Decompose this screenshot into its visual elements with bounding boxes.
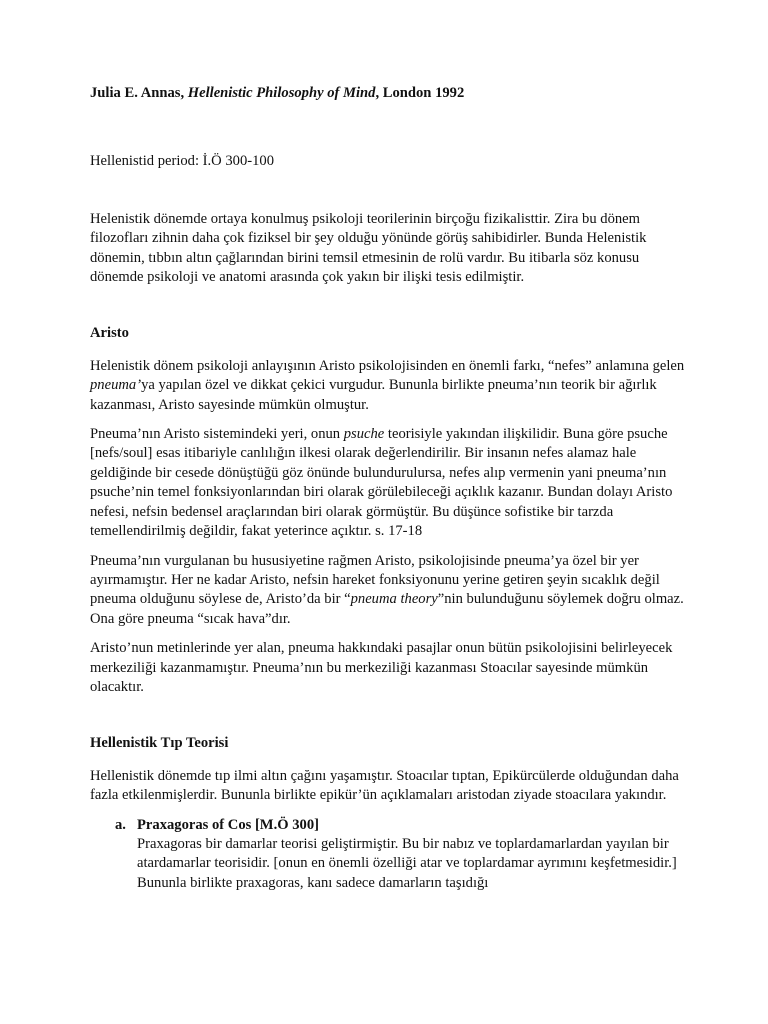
italic-term: pneuma’ xyxy=(90,377,142,394)
document-page xyxy=(90,84,690,893)
text-run: Pneuma’nın vurgulanan bu hususiyetine rağmen Aristo, psikolojisinde pneuma’ya özel bir yer ayırmamıştır. Her ne kadar Aristo, nefsin hareket fonksiyonunu yerine getiren şeyin sıcaklık değil pneuma olduğunu söylese de, Aristo’da bir “ xyxy=(90,552,660,608)
aristo-paragraph-1 xyxy=(90,357,690,415)
list-item-title: Praxagoras of Cos [M.Ö 300] xyxy=(137,816,319,833)
aristo-paragraph-2 xyxy=(90,425,690,541)
intro-paragraph: Helenistik dönemde ortaya konulmuş psikoloji teorilerinin birçoğu fizikalisttir. Zira bu dönem filozofları zihnin daha çok fiziksel bir şey olduğu yönünde görüş sahibidirler. Bunda Helenistik dönemin, tıbbın altın çağlarından birini temsil etmesinin de rolü vardır. Bu itibarla söz konusu dönemde psikoloji ve anatomi arasında çok yakın bir ilişki tesis edilmiştir. xyxy=(90,210,647,286)
italic-term: psuche xyxy=(343,426,385,443)
publication-info: , London 1992 xyxy=(375,85,465,101)
text-run: ya yapılan özel ve dikkat çekici vurgudur. Bununla birlikte pneuma’nın teorik bir ağırlık kazanması, Aristo sayesinde mümkün olmuştur. xyxy=(90,377,657,413)
section-heading-medicine: Hellenistik Tıp Teorisi xyxy=(90,735,229,752)
section-heading-aristo: Aristo xyxy=(90,325,129,342)
author-name: Julia E. Annas, xyxy=(90,85,185,101)
list-item xyxy=(90,816,690,894)
text-run: Pneuma’nın Aristo sistemindeki yeri, onun xyxy=(90,426,344,443)
text-run: ”nin bulunduğunu söylemek doğru olmaz. Ona göre pneuma “sıcak hava”dır. xyxy=(90,591,684,627)
document-title xyxy=(90,84,690,103)
list-marker: a. xyxy=(115,816,126,833)
text-run: teorisiyle yakından ilişkilidir. Buna göre psuche [nefs/soul] esas itibariyle canlılığın ilkesi olarak değerlendirilir. Bir insanın nefes alamaz hale geldiğinde bir cesede dönüştüğü göz önünde bulundurulursa, nefes alıp vermenin yani pneuma’nın psuche’nin temel fonksiyonlarından biri olarak görülebileceği açıklık kazanır. Bundan dolayı Aristo nefesi, nefsin bedensel araçlarından biri olarak görmüştür. Bu düşünce sofistike bir tarzda temellendirilmiş değildir, fakat yeterince açıktır. s. 17-18 xyxy=(90,426,673,540)
book-title: Hellenistic Philosophy of Mind xyxy=(187,85,376,101)
aristo-paragraph-4: Aristo’nun metinlerinde yer alan, pneuma hakkındaki pasajlar onun bütün psikolojisini belirleyecek merkeziliği kazanmamıştır. Pneuma’nın bu merkeziliği kazanması Stoacılar sayesinde mümkün olacaktır. xyxy=(90,640,673,695)
italic-term: pneuma theory xyxy=(350,591,438,608)
aristo-paragraph-3 xyxy=(90,552,690,630)
list-item-text: Praxagoras bir damarlar teorisi geliştirmiştir. Bu bir nabız ve toplardamarlardan yayılan bir atardamarlar teorisidir. [onun en önemli özelliği atar ve toplardamar ayrımını keşfetmesidir.] Bununla birlikte praxagoras, kanı sadece damarların taşıdığı xyxy=(137,835,677,891)
medicine-paragraph-1: Hellenistik dönemde tıp ilmi altın çağını yaşamıştır. Stoacılar tıptan, Epikürcülerde olduğundan daha fazla etkilenmişlerdir. Bununla birlikte epikür’ün açıklamaları aristodan ziyade stoacılara yakındır. xyxy=(90,767,679,804)
period-line: Hellenistid period: İ.Ö 300-100 xyxy=(90,153,275,170)
text-run: Helenistik dönem psikoloji anlayışının Aristo psikolojisinden en önemli farkı, “nefes” anlamına gelen xyxy=(90,357,685,374)
